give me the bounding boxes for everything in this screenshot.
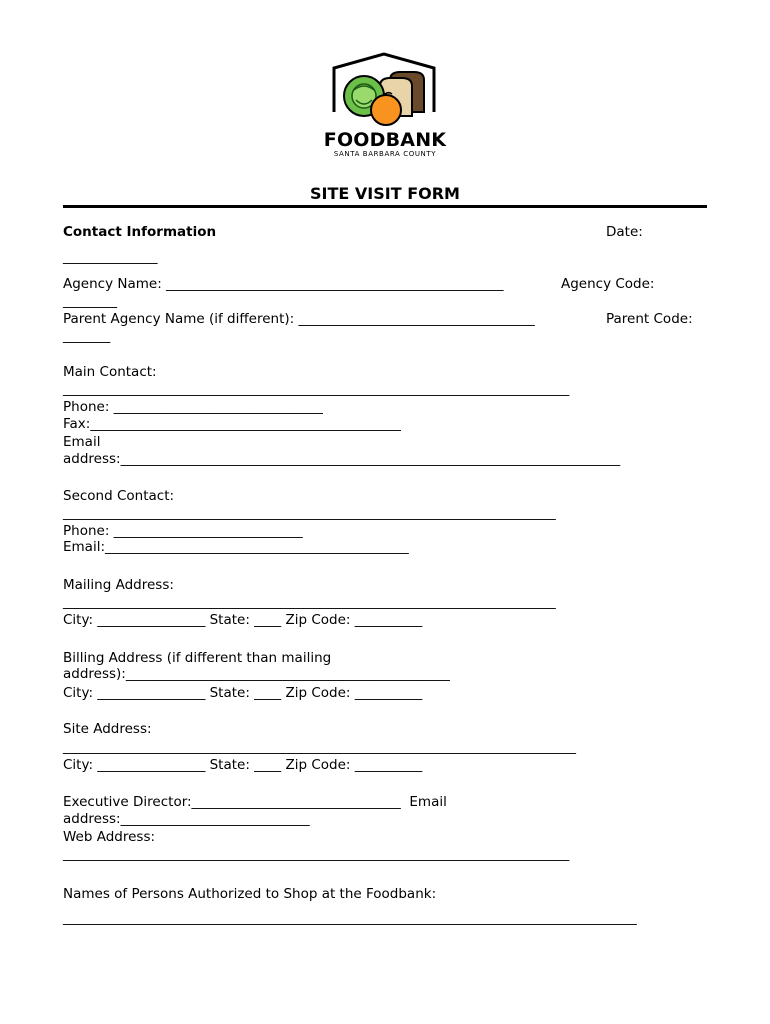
parent-code-field[interactable]: _______ <box>63 328 111 344</box>
parent-agency-field[interactable]: Parent Agency Name (if different): ___________________________________ <box>63 311 535 327</box>
second-email-field[interactable]: Email:_____________________________________________ <box>63 539 409 555</box>
date-label: Date: <box>606 224 643 240</box>
date-field[interactable]: ______________ <box>63 249 158 265</box>
agency-code-field[interactable]: ________ <box>63 293 117 309</box>
second-contact-label: Second Contact: <box>63 488 175 504</box>
main-phone-field[interactable]: Phone: _______________________________ <box>63 399 323 415</box>
logo-name: FOODBANK <box>323 129 447 151</box>
billing-address-field[interactable]: address):________________________________________________ <box>63 666 450 682</box>
contact-heading: Contact Information <box>63 224 217 240</box>
executive-director-field[interactable]: Executive Director:_______________________________ Email <box>63 794 447 810</box>
site-address-field[interactable]: ____________________________________________________________________________ <box>63 739 576 755</box>
logo-subtitle: SANTA BARBARA COUNTY <box>333 150 437 158</box>
title-rule <box>63 205 707 208</box>
form-title: SITE VISIT FORM <box>310 184 460 203</box>
mailing-city-state-zip[interactable]: City: ________________ State: ____ Zip Code: __________ <box>63 612 423 628</box>
web-address-field[interactable]: ___________________________________________________________________________ <box>63 846 570 862</box>
main-contact-field[interactable]: ___________________________________________________________________________ <box>63 381 570 397</box>
site-city-state-zip[interactable]: City: ________________ State: ____ Zip Code: __________ <box>63 757 423 773</box>
billing-address-label: Billing Address (if different than mailing <box>63 650 332 666</box>
authorized-persons-label: Names of Persons Authorized to Shop at the Foodbank: <box>63 886 437 902</box>
main-fax-field[interactable]: Fax:______________________________________________ <box>63 416 401 432</box>
billing-city-state-zip[interactable]: City: ________________ State: ____ Zip Code: __________ <box>63 685 423 701</box>
agency-name-field[interactable]: Agency Name: __________________________________________________ <box>63 276 504 292</box>
web-address-label: Web Address: <box>63 829 156 845</box>
authorized-persons-field[interactable]: _____________________________________________________________________________________ <box>63 910 637 926</box>
site-address-label: Site Address: <box>63 721 152 737</box>
second-contact-field[interactable]: _________________________________________________________________________ <box>63 505 556 521</box>
agency-code-label: Agency Code: <box>561 276 655 292</box>
executive-email-field[interactable]: address:____________________________ <box>63 811 310 827</box>
parent-code-label: Parent Code: <box>606 311 693 327</box>
main-email-field[interactable]: address:__________________________________________________________________________ <box>63 451 621 467</box>
main-contact-label: Main Contact: <box>63 364 157 380</box>
main-email-label: Email <box>63 434 101 450</box>
mailing-address-field[interactable]: _________________________________________________________________________ <box>63 594 556 610</box>
second-phone-field[interactable]: Phone: ____________________________ <box>63 523 303 539</box>
mailing-address-label: Mailing Address: <box>63 577 174 593</box>
